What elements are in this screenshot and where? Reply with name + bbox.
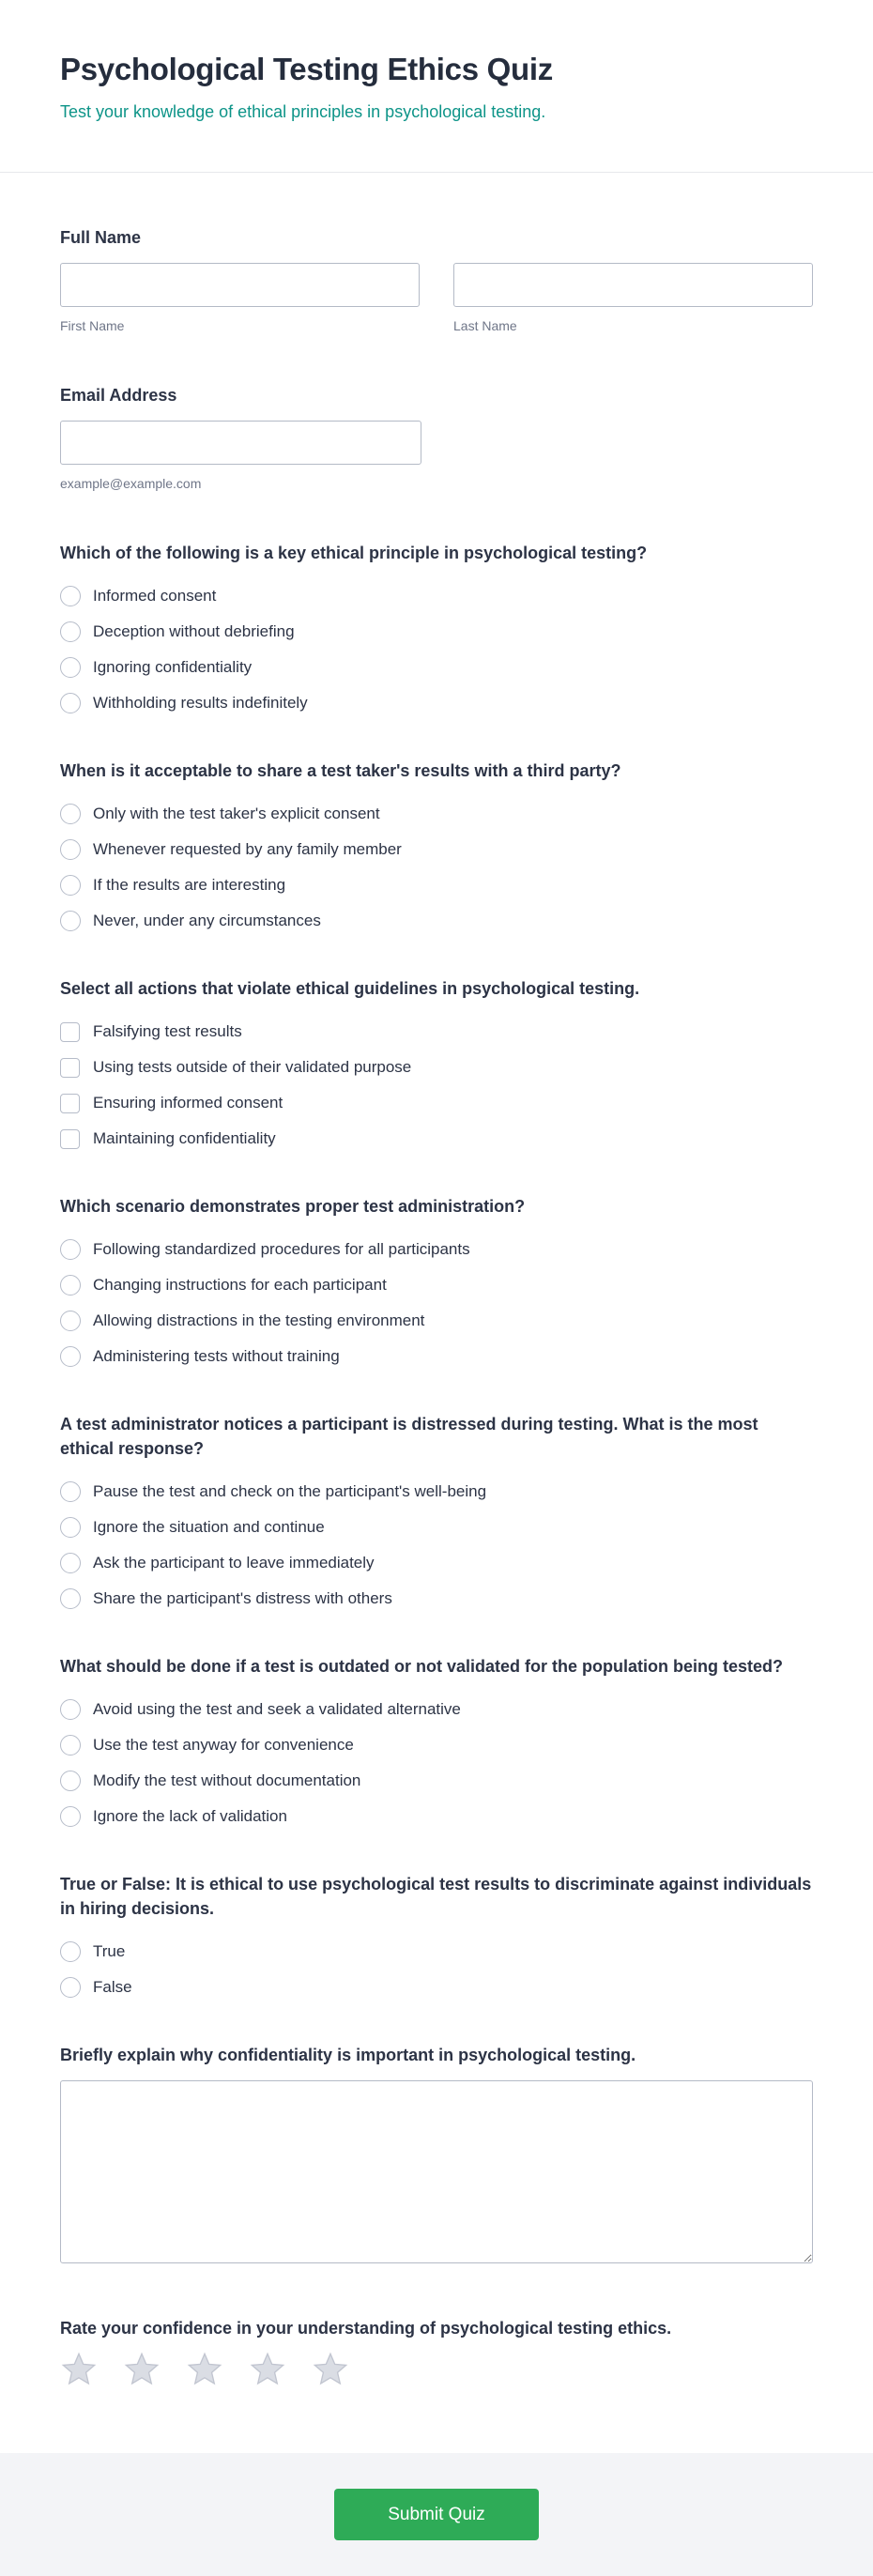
radio-icon[interactable] — [60, 693, 81, 713]
question-5 — [60, 1412, 813, 1617]
radio-option[interactable] — [60, 1763, 813, 1799]
radio-icon[interactable] — [60, 1275, 81, 1296]
email-field — [60, 383, 813, 491]
radio-icon[interactable] — [60, 1346, 81, 1367]
email-col — [60, 421, 421, 491]
option-label: Use the test anyway for convenience — [93, 1736, 354, 1754]
rating-star-3[interactable] — [186, 2351, 223, 2388]
option-label: Deception without debriefing — [93, 622, 295, 640]
radio-option[interactable] — [60, 1510, 813, 1545]
radio-option[interactable] — [60, 796, 813, 832]
radio-option[interactable] — [60, 1581, 813, 1617]
full-name-field — [60, 225, 813, 333]
radio-option[interactable] — [60, 1474, 813, 1510]
rating-star-2[interactable] — [123, 2351, 161, 2388]
page-subtitle: Test your knowledge of ethical principles in psychological testing. — [60, 101, 546, 121]
radio-option[interactable] — [60, 1232, 813, 1267]
question-2 — [60, 759, 813, 939]
rating-star-5[interactable] — [312, 2351, 349, 2388]
checkbox-icon[interactable] — [60, 1129, 80, 1149]
radio-option[interactable] — [60, 1934, 813, 1970]
first-name-col — [60, 263, 420, 333]
checkbox-icon[interactable] — [60, 1058, 80, 1078]
option-label: False — [93, 1978, 132, 1996]
radio-icon[interactable] — [60, 1699, 81, 1720]
option-label: Withholding results indefinitely — [93, 694, 308, 712]
question-6-label: What should be done if a test is outdated or not validated for the population being tested? — [60, 1657, 784, 1676]
radio-icon[interactable] — [60, 1806, 81, 1827]
option-label: True — [93, 1942, 126, 1960]
email-label: Email Address — [60, 386, 177, 405]
radio-option[interactable] — [60, 614, 813, 650]
page-title: Psychological Testing Ethics Quiz — [60, 52, 553, 86]
last-name-sublabel: Last Name — [453, 318, 517, 333]
checkbox-option[interactable] — [60, 1085, 813, 1121]
email-sublabel: example@example.com — [60, 476, 202, 491]
star-rating — [60, 2351, 813, 2388]
radio-icon[interactable] — [60, 1588, 81, 1609]
email-input[interactable] — [60, 421, 421, 465]
option-label: Informed consent — [93, 587, 217, 605]
option-label: Changing instructions for each participant — [93, 1276, 387, 1294]
first-name-input[interactable] — [60, 263, 420, 307]
last-name-col — [453, 263, 813, 333]
radio-option[interactable] — [60, 1267, 813, 1303]
option-label: Pause the test and check on the participant's well-being — [93, 1482, 487, 1500]
question-6-options — [60, 1692, 813, 1834]
radio-option[interactable] — [60, 1799, 813, 1834]
radio-option[interactable] — [60, 1970, 813, 2005]
question-6 — [60, 1654, 813, 1834]
submit-button[interactable]: Submit Quiz — [334, 2489, 539, 2540]
radio-icon[interactable] — [60, 875, 81, 896]
radio-icon[interactable] — [60, 804, 81, 824]
radio-option[interactable] — [60, 1692, 813, 1727]
radio-option[interactable] — [60, 867, 813, 903]
radio-icon[interactable] — [60, 1977, 81, 1998]
radio-icon[interactable] — [60, 1553, 81, 1573]
rating-label: Rate your confidence in your understanding of psychological testing ethics. — [60, 2319, 672, 2338]
radio-icon[interactable] — [60, 1517, 81, 1538]
option-label: Modify the test without documentation — [93, 1771, 361, 1789]
long-answer-question — [60, 2043, 813, 2263]
radio-icon[interactable] — [60, 1941, 81, 1962]
radio-icon[interactable] — [60, 1735, 81, 1756]
question-4-label: Which scenario demonstrates proper test administration? — [60, 1197, 526, 1216]
question-1-options — [60, 578, 813, 721]
option-label: Ask the participant to leave immediately — [93, 1554, 375, 1572]
radio-icon[interactable] — [60, 1481, 81, 1502]
full-name-label: Full Name — [60, 228, 142, 247]
question-4 — [60, 1194, 813, 1374]
radio-icon[interactable] — [60, 911, 81, 931]
radio-icon[interactable] — [60, 1311, 81, 1331]
option-label: Ignore the lack of validation — [93, 1807, 287, 1825]
name-input-row — [60, 263, 813, 333]
form-footer — [0, 2453, 873, 2576]
checkbox-icon[interactable] — [60, 1022, 80, 1042]
form-header — [0, 0, 873, 173]
question-5-label: A test administrator notices a participant is distressed during testing. What is the most ethical response? — [60, 1415, 758, 1458]
checkbox-option[interactable] — [60, 1050, 813, 1085]
radio-icon[interactable] — [60, 1771, 81, 1791]
radio-option[interactable] — [60, 903, 813, 939]
option-label: Following standardized procedures for all participants — [93, 1240, 470, 1258]
question-2-options — [60, 796, 813, 939]
option-label: Whenever requested by any family member — [93, 840, 402, 858]
option-label: Administering tests without training — [93, 1347, 340, 1365]
option-label: Ensuring informed consent — [93, 1094, 283, 1112]
checkbox-option[interactable] — [60, 1014, 813, 1050]
option-label: Avoid using the test and seek a validated alternative — [93, 1700, 461, 1718]
option-label: Share the participant's distress with others — [93, 1589, 392, 1607]
email-input-row — [60, 421, 813, 491]
question-4-options — [60, 1232, 813, 1374]
radio-icon[interactable] — [60, 1239, 81, 1260]
radio-option[interactable] — [60, 650, 813, 685]
radio-icon[interactable] — [60, 586, 81, 606]
checkbox-option[interactable] — [60, 1121, 813, 1157]
rating-question — [60, 2316, 813, 2388]
question-5-options — [60, 1474, 813, 1617]
radio-icon[interactable] — [60, 621, 81, 642]
question-7-label: True or False: It is ethical to use psychological test results to discriminate against individuals in hiring decisions. — [60, 1875, 812, 1918]
checkbox-icon[interactable] — [60, 1094, 80, 1113]
radio-option[interactable] — [60, 685, 813, 721]
radio-option[interactable] — [60, 578, 813, 614]
last-name-input[interactable] — [453, 263, 813, 307]
long-answer-textarea[interactable] — [60, 2080, 813, 2263]
question-3-label: Select all actions that violate ethical guidelines in psychological testing. — [60, 979, 640, 998]
question-7-options — [60, 1934, 813, 2005]
option-label: Only with the test taker's explicit consent — [93, 805, 380, 822]
form-body — [0, 173, 873, 2453]
option-label: Using tests outside of their validated purpose — [93, 1058, 412, 1076]
option-label: Maintaining confidentiality — [93, 1129, 276, 1147]
radio-option[interactable] — [60, 1727, 813, 1763]
rating-star-1[interactable] — [60, 2351, 98, 2388]
rating-star-4[interactable] — [249, 2351, 286, 2388]
radio-icon[interactable] — [60, 839, 81, 860]
option-label: If the results are interesting — [93, 876, 286, 894]
option-label: Ignoring confidentiality — [93, 658, 253, 676]
question-1 — [60, 541, 813, 721]
question-2-label: When is it acceptable to share a test taker's results with a third party? — [60, 761, 621, 780]
question-1-label: Which of the following is a key ethical principle in psychological testing? — [60, 544, 648, 562]
option-label: Ignore the situation and continue — [93, 1518, 325, 1536]
question-3-options — [60, 1014, 813, 1157]
question-7 — [60, 1872, 813, 2005]
radio-option[interactable] — [60, 832, 813, 867]
question-3 — [60, 976, 813, 1157]
first-name-sublabel: First Name — [60, 318, 125, 333]
radio-option[interactable] — [60, 1303, 813, 1339]
option-label: Allowing distractions in the testing environment — [93, 1311, 425, 1329]
long-answer-label: Briefly explain why confidentiality is important in psychological testing. — [60, 2046, 636, 2064]
radio-icon[interactable] — [60, 657, 81, 678]
radio-option[interactable] — [60, 1545, 813, 1581]
radio-option[interactable] — [60, 1339, 813, 1374]
option-label: Never, under any circumstances — [93, 912, 321, 929]
option-label: Falsifying test results — [93, 1022, 242, 1040]
